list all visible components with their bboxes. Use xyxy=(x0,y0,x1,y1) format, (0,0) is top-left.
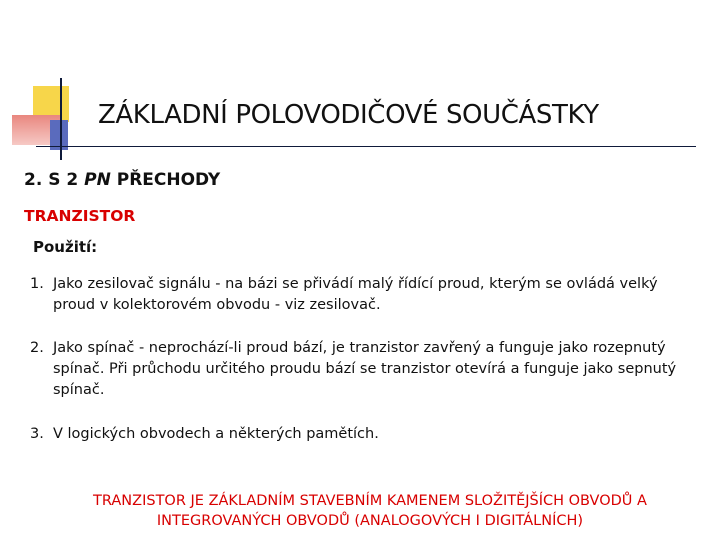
list-item xyxy=(30,338,690,401)
decor-vertical-line xyxy=(60,78,62,160)
title-underline xyxy=(36,146,696,147)
list-item xyxy=(30,274,690,316)
footer-line-2: INTEGROVANÝCH OBVODŮ (ANALOGOVÝCH I DIGITÁLNÍCH) xyxy=(156,513,584,529)
subtitle-italic: PN xyxy=(84,170,111,190)
slide-subtitle xyxy=(24,170,220,190)
subtitle-prefix: 2. S 2 xyxy=(24,170,85,190)
section-heading: TRANZISTOR xyxy=(24,207,136,225)
footer-note xyxy=(20,491,720,531)
footer-line-1: TRANZISTOR JE ZÁKLADNÍM STAVEBNÍM KAMENEM SLOŽITĚJŠÍCH OBVODŮ A xyxy=(93,493,647,509)
list-item-number: 2. xyxy=(30,340,44,356)
list-item-text: Jako zesilovač signálu - na bázi se přivádí malý řídící proud, kterým se ovládá velký proud v kolektorovém obvodu - viz zesilovač. xyxy=(53,276,658,313)
slide-title: ZÁKLADNÍ POLOVODIČOVÉ SOUČÁSTKY xyxy=(98,100,599,130)
subtitle-suffix: PŘECHODY xyxy=(110,170,221,190)
list-item-number: 3. xyxy=(30,426,44,442)
list-item xyxy=(30,424,690,445)
list-item-text: Jako spínač - neprochází-li proud bází, je tranzistor zavřený a funguje jako rozepnutý spínač. Při průchodu určitého proudu bází se tranzistor otevírá a funguje jako sepnutý spínač. xyxy=(53,340,677,398)
list-item-text: V logických obvodech a některých pamětích. xyxy=(53,426,379,442)
title-decoration xyxy=(0,0,100,170)
usage-label: Použití: xyxy=(33,238,98,256)
list-item-number: 1. xyxy=(30,276,44,292)
